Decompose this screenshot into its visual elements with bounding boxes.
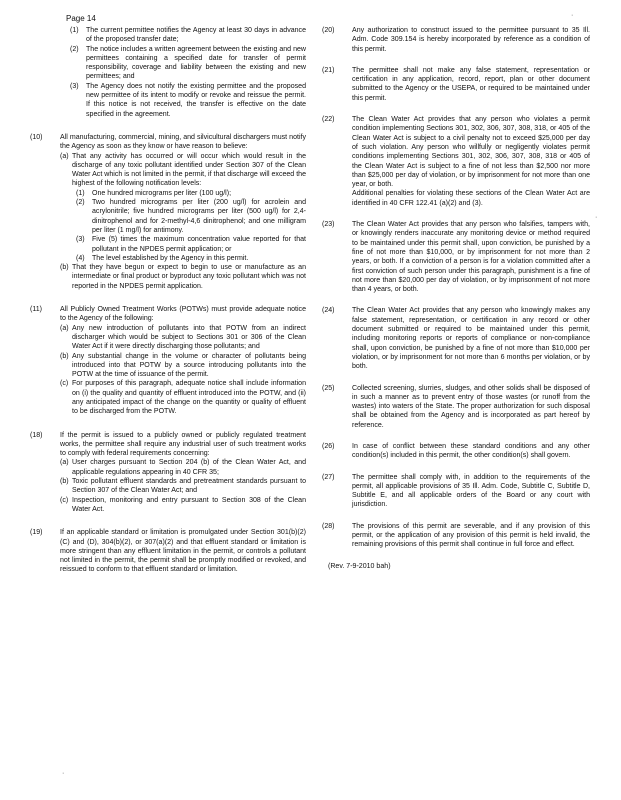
- right-column: [322, 26, 590, 571]
- list-item: (c) Inspection, monitoring and entry pursuant to Section 308 of the Clean Water Act.: [60, 496, 306, 513]
- list-item: (3) Five (5) times the maximum concentration value reported for that pollutant in the NPDES permit application; or: [76, 236, 306, 253]
- paragraph-20: (20) Any authorization to construct issued to the permittee pursuant to 35 Ill. Adm. Code 309.154 is hereby incorporated by reference as a condition of this permit.: [322, 27, 590, 53]
- paragraph-26: (26) In case of conflict between these standard conditions and any other condition(s) included in this permit, the other condition(s) shall govern.: [322, 442, 590, 460]
- list-item: (a) User charges pursuant to Section 204 (b) of the Clean Water Act, and applicable regulations appearing in 40 CFR 35;: [60, 459, 306, 476]
- list-item: (a) That any activity has occurred or will occur which would result in the discharge of any toxic pollutant identified under Section 307 of the Clean Water Act which is not limited in the permit, if that discharge will exceed the highest of the following notification levels: (1) One hundred micrograms per liter (100 ug/l); (2) Two hundred micrograms per liter (200 ug/l) for acrolein and acrylonitrile; five hundred micrograms per liter (500 ug/l) for 2,4-dinitrophenol and for 2-methyl-4,6 dinitrophenol; and one milligram per liter (1 mg/l) for antimony. (3) Five (5) times the maximum concentration value reported for that pollutant in the NPDES permit application; or (4) The level established by the Agency in this permit.: [60, 152, 306, 262]
- paragraph-25: (25) Collected screening, slurries, sludges, and other solids shall be disposed of in such a manner as to prevent entry of those wastes (or runoff from the wastes) into waters of the State. The proper authorization for such disposal shall be obtained from the Agency and is incorporated as part hereof by reference.: [322, 384, 590, 429]
- list-item: (c) For purposes of this paragraph, adequate notice shall include information on (i) the quality and quantity of effluent introduced into the POTW, and (ii) any anticipated impact of the change on the quantity or quality of effluent to be discharged from the POTW.: [60, 380, 306, 416]
- paragraph-27: (27) The permittee shall comply with, in addition to the requirements of the permit, all applicable provisions of 35 Ill. Adm. Code, Subtitle C, Subtitle D, Subtitle E, and all applicable orders of the Board or any court with jurisdiction.: [322, 473, 590, 509]
- paragraph-23: (23) The Clean Water Act provides that any person who falsifies, tampers with, or knowingly renders inaccurate any monitoring device or method required to be maintained under this permit shall, upon conviction, be punished by a fine of not more than $10,000, or by imprisonment for not more than 2 years, or both. If a conviction of a person is for a violation committed after a first conviction of such person under this paragraph, punishment is a fine of not more than $20,000 per day of violation, or by imprisonment of not more than 4 years, or both.: [322, 221, 590, 294]
- scan-speck: ·: [571, 12, 574, 19]
- paragraph-19: (19) If an applicable standard or limitation is promulgated under Section 301(b)(2)(C) and (D), 304(b)(2), or 307(a)(2) and that effluent standard or limitation is more stringent than any effluent limitation in the permit, or controls a pollutant not limited in the permit, the permit shall be promptly modified or revoked, and reissued to conform to that effluent standard or limitation.: [30, 529, 306, 574]
- list-item: (2) Two hundred micrograms per liter (200 ug/l) for acrolein and acrylonitrile; five hundred micrograms per liter (500 ug/l) for 2,4-dinitrophenol and for 2-methyl-4,6 dinitrophenol; and one milligram per liter (1 mg/l) for antimony.: [76, 199, 306, 234]
- scan-speck: ·: [595, 214, 598, 221]
- revision-note: (Rev. 7-9-2010 bah): [328, 562, 391, 570]
- left-column: [30, 26, 306, 575]
- list-item: (a) Any new introduction of pollutants into that POTW from an indirect discharger which would be subject to Sections 301 or 306 of the Clean Water Act if it were directly discharging those pollutants; and: [60, 324, 306, 351]
- paragraph-11: (11) All Publicly Owned Treatment Works (POTWs) must provide adequate notice to the Agency of the following: (a) Any new introduction of pollutants into that POTW from an indirect discharger which would be subject to Sections 301 or 306 of the Clean Water Act if it were directly discharging those pollutants; and (b) Any substantial change in the volume or character of pollutants being introduced into that POTW by a source introducing pollutants into the POTW at the time of issuance of the permit. (c) For purposes of this paragraph, adequate notice shall include information on (i) the quality and quantity of effluent introduced into the POTW, and (ii) any anticipated impact of the change on the quantity or quality of effluent to be discharged from the POTW.: [30, 306, 306, 416]
- paragraph-24: (24) The Clean Water Act provides that any person who knowingly makes any false statement, representation, or certification in any record or other document submitted or required to be maintained under this permit, including monitoring reports or reports of compliance or non-compliance shall, upon conviction, be punished by a fine of not more than $10,000 per violation, or by imprisonment for not more than 6 months per violation, or by both.: [322, 307, 590, 371]
- paragraph-10: (10) All manufacturing, commercial, mining, and silvicultural dischargers must notify the Agency as soon as they know or have reason to believe: (a) That any activity has occurred or will occur which would result in the discharge of any toxic pollutant identified under Section 307 of the Clean Water Act which is not limited in the permit, if that discharge will exceed the highest of the following notification levels: (1) One hundred micrograms per liter (100 ug/l); (2) Two hundred micrograms per liter (200 ug/l) for acrolein and acrylonitrile; five hundred micrograms per liter (500 ug/l) for 2,4-dinitrophenol and for 2-methyl-4,6 dinitrophenol; and one milligram per liter (1 mg/l) for antimony. (3) Five (5) times the maximum concentration value reported for that pollutant in the NPDES permit application; or (4) The level established by the Agency in this permit. (b) That they have begun or expect to begin to use or manufacture as an intermediate or final product or byproduct any toxic pollutant which was not reported in the NPDES permit application.: [30, 133, 306, 290]
- paragraph-18: (18) If the permit is issued to a publicly owned or publicly regulated treatment works, the permittee shall require any industrial user of such treatment works to comply with federal requirements concerning: (a) User charges pursuant to Section 204 (b) of the Clean Water Act, and applicable regulations appearing in 40 CFR 35; (b) Toxic pollutant effluent standards and pretreatment standards pursuant to Section 307 of the Clean Water Act; and (c) Inspection, monitoring and entry pursuant to Section 308 of the Clean Water Act.: [30, 431, 306, 513]
- list-item: (4) The level established by the Agency in this permit.: [76, 254, 249, 262]
- paragraph-9-continued: [30, 26, 306, 119]
- page-number: Page 14: [66, 14, 96, 23]
- list-item: (2) The notice includes a written agreement between the existing and new permittees containing a specified date for transfer of permit responsibility, coverage and liability between the existing and new permittees; and: [70, 45, 306, 81]
- list-item: (b) Any substantial change in the volume or character of pollutants being introduced into that POTW by a source introducing pollutants into the POTW at the time of issuance of the permit.: [60, 352, 306, 379]
- paragraph-21: (21) The permittee shall not make any false statement, representation or certification in any application, record, report, plan or other document submitted to the Agency or the USEPA, or required to be maintained under this permit.: [322, 66, 590, 102]
- list-item: (b) That they have begun or expect to begin to use or manufacture as an intermediate or final product or byproduct any toxic pollutant which was not reported in the NPDES permit application.: [60, 264, 306, 290]
- paragraph-28: (28) The provisions of this permit are severable, and if any provision of this permit, or the application of any provision of this permit is held invalid, the remaining provisions of this permit shall continue in full force and effect.: [322, 522, 590, 549]
- list-item: (1) The current permittee notifies the Agency at least 30 days in advance of the proposed transfer date;: [70, 27, 306, 44]
- scan-speck: ·: [62, 770, 65, 777]
- list-item: (1) One hundred micrograms per liter (100 ug/l);: [76, 189, 232, 197]
- list-item: (b) Toxic pollutant effluent standards and pretreatment standards pursuant to Section 307 of the Clean Water Act; and: [60, 478, 306, 495]
- list-item: (3) The Agency does not notify the existing permittee and the proposed new permittee of its intent to modify or revoke and reissue the permit. If this notice is not received, the transfer is effective on the date specified in the agreement.: [70, 82, 306, 118]
- paragraph-22: (22) The Clean Water Act provides that any person who violates a permit condition implementing Sections 301, 302, 306, 307, 308, 318, or 405 of the Clean Water Act is subject to a civil penalty not to exceed $25,000 per day of such violation. Any person who willfully or negligently violates permit conditions implementing Sections 301, 302, 306, 307, 308, 318 or 405 of the Clean Water Act is subject to a fine of not less than $2,500 nor more than $25,000 per day of violation, or by imprisonment for not more than one year, or both. Additional penalties for violating these sections of the Clean Water Act are identified in 40 CFR 122.41 (a)(2) and (3).: [322, 116, 590, 207]
